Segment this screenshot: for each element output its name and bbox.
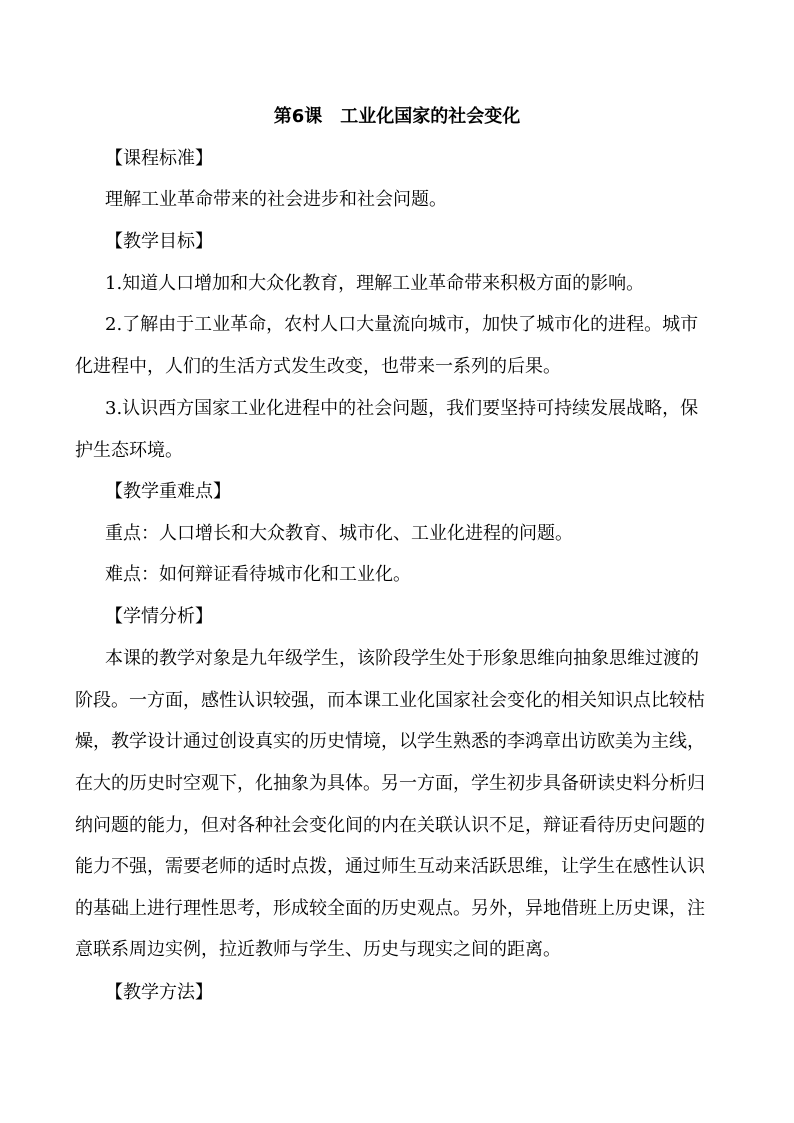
lesson-title: 第6课 工业化国家的社会变化 [273, 106, 521, 127]
analysis-line-2: 阶段。一方面，感性认识较强，而本课工业化国家社会变化的相关知识点比较枯 [75, 690, 705, 711]
objective-2-line-2: 化进程中，人们的生活方式发生改变，也带来一系列的后果。 [75, 356, 561, 377]
analysis-line-3: 燥，教学设计通过创设真实的历史情境，以学生熟悉的李鸿章出访欧美为主线， [75, 731, 705, 752]
analysis-line-8: 意联系周边实例，拉近教师与学生、历史与现实之间的距离。 [75, 939, 561, 960]
objective-3-line-2: 护生态环境。 [75, 440, 183, 461]
teaching-objectives-heading: 【教学目标】 [105, 231, 213, 252]
objective-1: 1.知道人口增加和大众化教育，理解工业革命带来积极方面的影响。 [105, 273, 645, 294]
teaching-methods-heading: 【教学方法】 [105, 982, 213, 1003]
analysis-line-7: 的基础上进行理性思考，形成较全面的历史观点。另外，异地借班上历史课，注 [75, 898, 705, 919]
course-standard-heading: 【课程标准】 [105, 148, 213, 169]
course-standard-text: 理解工业革命带来的社会进步和社会问题。 [105, 189, 447, 210]
analysis-line-6: 能力不强，需要老师的适时点拨，通过师生互动来活跃思维，让学生在感性认识 [75, 856, 705, 877]
analysis-line-1: 本课的教学对象是九年级学生，该阶段学生处于形象思维向抽象思维过渡的 [105, 648, 699, 669]
objective-2-line-1: 2.了解由于工业革命，农村人口大量流向城市，加快了城市化的进程。城市 [105, 314, 699, 335]
student-analysis-heading: 【学情分析】 [105, 606, 213, 627]
key-point-text: 重点：人口增长和大众教育、城市化、工业化进程的问题。 [105, 523, 573, 544]
key-difficult-points-heading: 【教学重难点】 [105, 481, 231, 502]
difficult-point-text: 难点：如何辩证看待城市化和工业化。 [105, 564, 411, 585]
analysis-line-4: 在大的历史时空观下，化抽象为具体。另一方面，学生初步具备研读史料分析归 [75, 773, 705, 794]
analysis-line-5: 纳问题的能力，但对各种社会变化间的内在关联认识不足，辩证看待历史问题的 [75, 815, 705, 836]
objective-3-line-1: 3.认识西方国家工业化进程中的社会问题，我们要坚持可持续发展战略，保 [105, 398, 699, 419]
